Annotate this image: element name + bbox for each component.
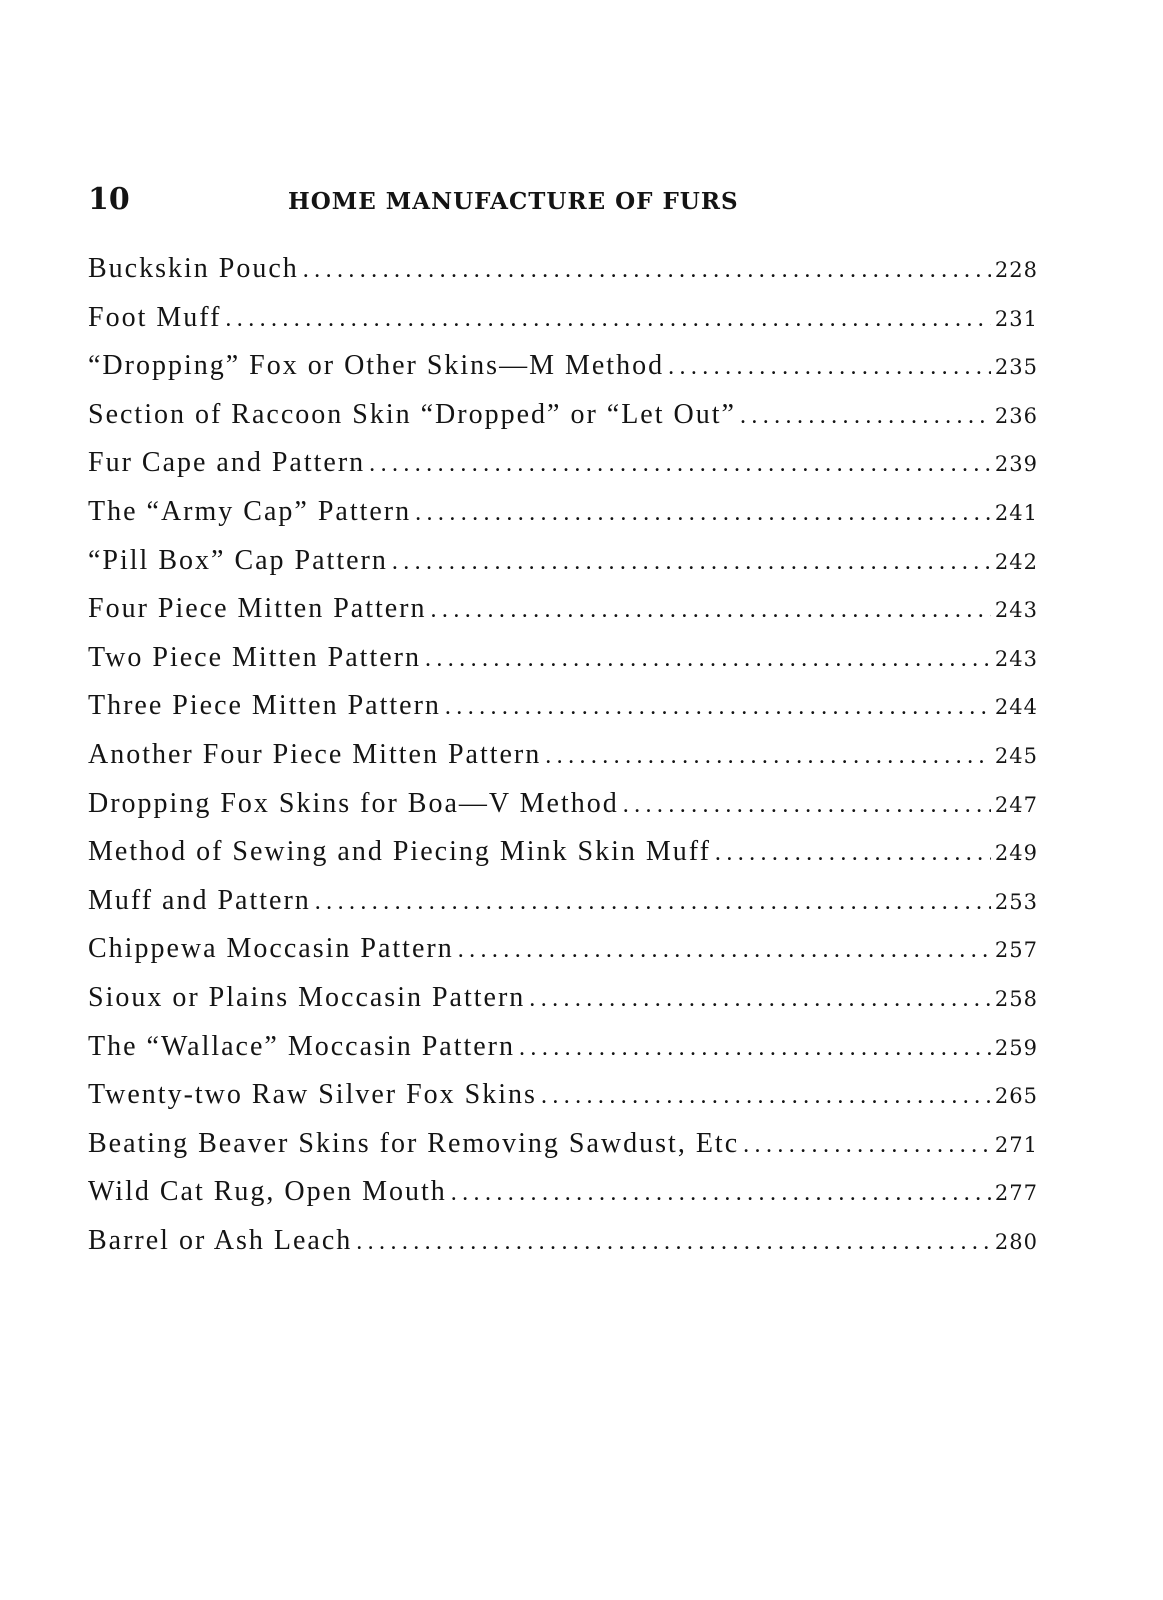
dot-leader: [545, 743, 991, 770]
entry-title: Four Piece Mitten Pattern: [88, 593, 427, 625]
page-header: [88, 180, 848, 224]
entry-page: 243: [994, 646, 1038, 671]
dot-leader: [303, 257, 991, 284]
dot-leader: [529, 986, 991, 1013]
entry-page: 271: [994, 1132, 1038, 1157]
entry-title: Twenty-two Raw Silver Fox Skins: [88, 1079, 537, 1111]
list-item: [88, 545, 1038, 594]
list-item: [88, 302, 1038, 351]
list-item: [88, 885, 1038, 934]
entry-title: Sioux or Plains Moccasin Pattern: [88, 981, 526, 1013]
entry-title: Foot Muff: [88, 301, 222, 333]
list-item: [88, 1031, 1038, 1080]
entry-title: Muff and Pattern: [88, 884, 311, 916]
entry-page: 231: [994, 306, 1038, 331]
entry-page: 241: [994, 500, 1038, 525]
list-item: [88, 350, 1038, 399]
dot-leader: [225, 306, 991, 333]
page-number: 10: [88, 182, 130, 217]
dot-leader: [668, 354, 991, 381]
list-item: [88, 739, 1038, 788]
list-item: [88, 933, 1038, 982]
entry-title: “Pill Box” Cap Pattern: [88, 544, 388, 576]
dot-leader: [458, 937, 991, 964]
dot-leader: [519, 1035, 991, 1062]
dot-leader: [623, 792, 991, 819]
entry-page: 277: [994, 1181, 1038, 1206]
list-item: [88, 253, 1038, 302]
entry-page: 239: [994, 452, 1038, 477]
list-item: [88, 982, 1038, 1031]
entry-page: 228: [994, 258, 1038, 282]
entry-page: 245: [994, 743, 1038, 768]
list-item: [88, 496, 1038, 545]
entry-page: 253: [994, 889, 1038, 914]
dot-leader: [541, 1083, 991, 1110]
entry-page: 244: [994, 695, 1038, 720]
list-item: [88, 836, 1038, 885]
dot-leader: [392, 549, 991, 576]
entry-page: 242: [994, 549, 1038, 574]
entry-page: 249: [994, 841, 1038, 866]
entry-page: 259: [994, 1035, 1038, 1060]
dot-leader: [743, 1132, 991, 1159]
dot-leader: [415, 500, 991, 527]
entry-title: Barrel or Ash Leach: [88, 1224, 353, 1256]
entry-page: 280: [994, 1229, 1038, 1254]
dot-leader: [431, 597, 991, 624]
entry-title: The “Wallace” Moccasin Pattern: [88, 1030, 516, 1062]
entry-title: Fur Cape and Pattern: [88, 447, 366, 479]
list-item: [88, 788, 1038, 837]
dot-leader: [369, 451, 991, 478]
entry-title: Buckskin Pouch: [88, 253, 299, 284]
list-item: [88, 593, 1038, 642]
list-item: [88, 690, 1038, 739]
entry-page: 258: [994, 986, 1038, 1011]
entry-title: Three Piece Mitten Pattern: [88, 690, 441, 722]
dot-leader: [445, 694, 991, 721]
list-item: [88, 642, 1038, 691]
entry-title: Dropping Fox Skins for Boa—V Method: [88, 787, 619, 819]
entry-page: 236: [994, 403, 1038, 428]
entry-title: Another Four Piece Mitten Pattern: [88, 738, 542, 770]
entry-title: The “Army Cap” Pattern: [88, 495, 412, 527]
list-item: [88, 1128, 1038, 1177]
entry-title: “Dropping” Fox or Other Skins—M Method: [88, 350, 665, 382]
entry-page: 243: [994, 598, 1038, 623]
entry-title: Chippewa Moccasin Pattern: [88, 933, 454, 965]
entry-title: Section of Raccoon Skin “Dropped” or “Let Out”: [88, 398, 736, 430]
list-item: [88, 399, 1038, 448]
dot-leader: [356, 1229, 991, 1256]
list-item: [88, 1176, 1038, 1225]
entry-page: 235: [994, 355, 1038, 380]
list-item: [88, 447, 1038, 496]
entry-page: 257: [994, 938, 1038, 963]
dot-leader: [715, 840, 991, 867]
running-head: HOME MANUFACTURE OF FURS: [288, 188, 739, 215]
list-item: [88, 1225, 1038, 1274]
dot-leader: [740, 403, 991, 430]
entry-page: 247: [994, 792, 1038, 817]
dot-leader: [315, 889, 991, 916]
illustration-list: [88, 253, 1038, 1273]
entry-title: Method of Sewing and Piecing Mink Skin Muff: [88, 836, 711, 868]
entry-title: Wild Cat Rug, Open Mouth: [88, 1176, 447, 1208]
list-item: [88, 1079, 1038, 1128]
entry-page: 265: [994, 1084, 1038, 1109]
entry-title: Two Piece Mitten Pattern: [88, 641, 421, 673]
dot-leader: [425, 646, 991, 673]
dot-leader: [451, 1180, 991, 1207]
entry-title: Beating Beaver Skins for Removing Sawdust, Etc: [88, 1127, 740, 1159]
